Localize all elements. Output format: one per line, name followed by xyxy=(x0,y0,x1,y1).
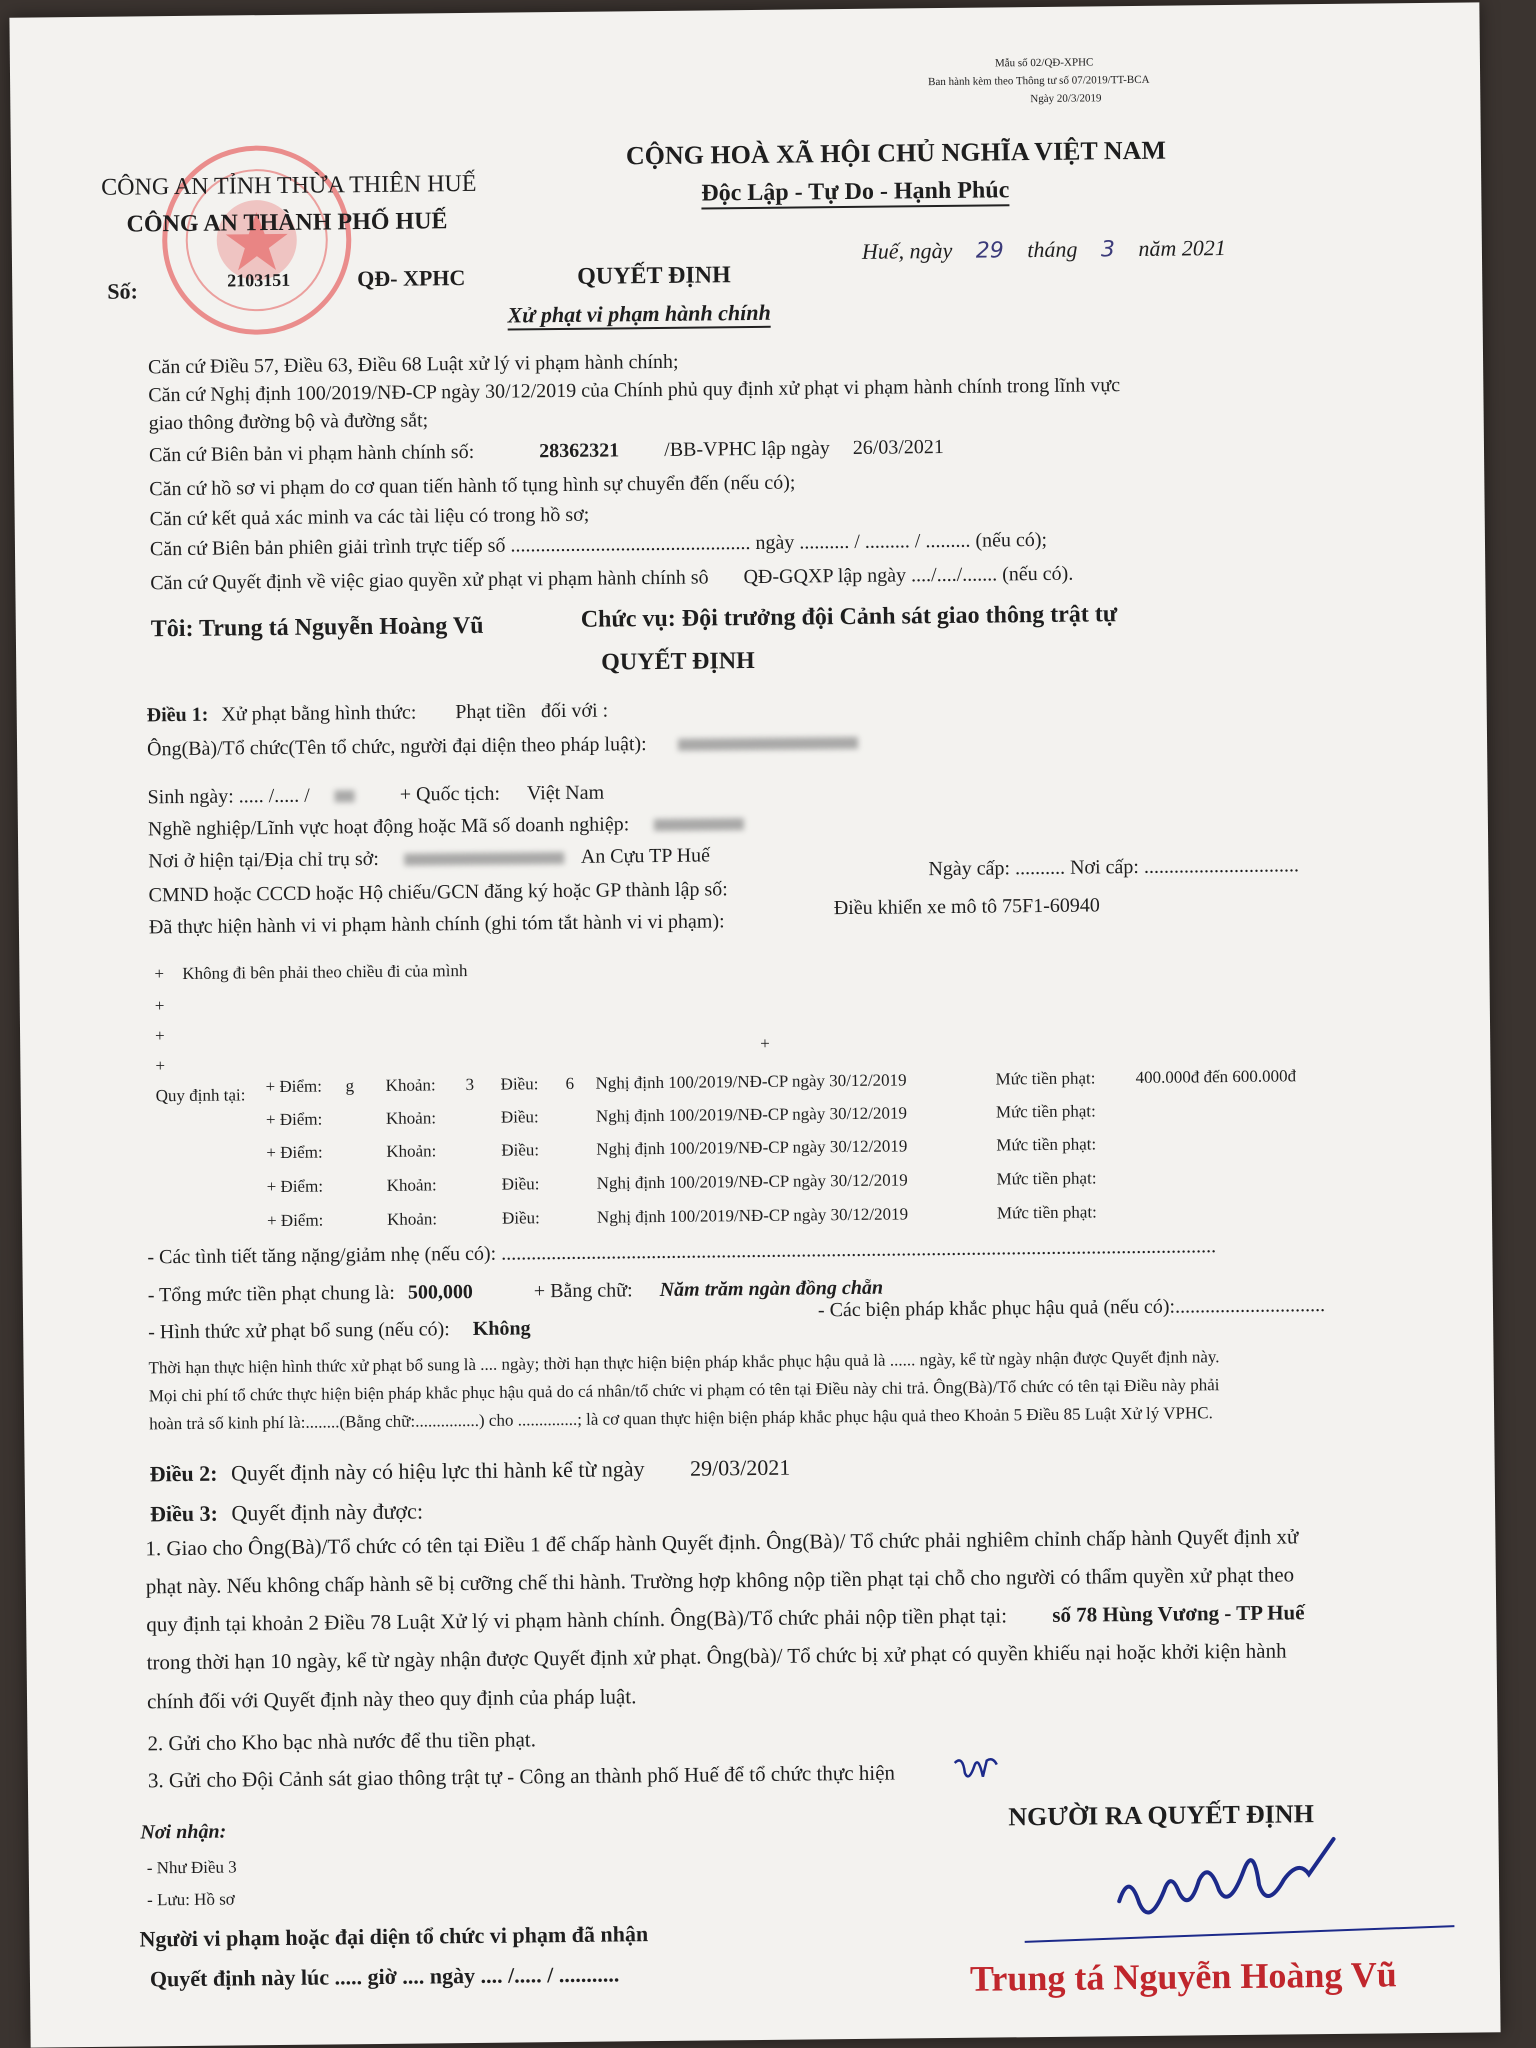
art1-total-label: - Tổng mức tiền phạt chung là: xyxy=(147,1281,395,1307)
act-item-4: + xyxy=(155,1056,166,1076)
basis-line-7: Căn cứ Biên bản phiên giải trình trực tiếp số ................................................ ngày .......... / ......... / ......... (nếu có); xyxy=(149,528,1048,561)
reg-row-1-fine-label: Mức tiền phạt: xyxy=(995,1068,1096,1089)
art1-extra-value: Không xyxy=(472,1317,531,1340)
reg-row-5-khoan-label: Khoản: xyxy=(386,1209,438,1229)
signer-signature xyxy=(1108,1829,1349,1932)
form-ref-line3: Ngày 20/3/2019 xyxy=(1030,92,1102,106)
reg-row-4-diem-label: + Điểm: xyxy=(266,1176,324,1197)
date-month-label: tháng xyxy=(1027,236,1078,263)
reg-row-4-dieu-label: Điều: xyxy=(501,1174,540,1194)
reg-row-1-fine: 400.000đ đến 600.000đ xyxy=(1135,1066,1297,1088)
recipient-2: - Lưu: Hồ sơ xyxy=(147,1889,235,1910)
art3-text: Quyết định này được: xyxy=(231,1498,424,1526)
art1-toward: đối với : xyxy=(540,699,609,723)
reg-row-4-khoan-label: Khoản: xyxy=(386,1175,437,1195)
art1-job-line xyxy=(148,812,745,841)
reg-row-4-decree: Nghị định 100/2019/NĐ-CP ngày 30/12/2019 xyxy=(596,1170,908,1193)
basis-line-1: Căn cứ Điều 57, Điều 63, Điều 68 Luật xử lý vi phạm hành chính; xyxy=(147,350,679,379)
agency-line2: CÔNG AN THÀNH PHỐ HUẾ xyxy=(126,208,448,238)
signer-name: Trung tá Nguyễn Hoàng Vũ xyxy=(969,1954,1397,1999)
art3-line-5: chính đối với Quyết định này theo quy định của pháp luật. xyxy=(146,1684,637,1714)
art1-head: Điều 1: xyxy=(146,703,209,727)
reg-row-1-dieu: 6 xyxy=(565,1073,575,1093)
nation-line1: CỘNG HOÀ XÃ HỘI CHỦ NGHĨA VIỆT NAM xyxy=(625,135,1167,171)
art1-address-label: Nơi ở hiện tại/Địa chỉ trụ sở: xyxy=(148,847,379,873)
decide-heading: QUYẾT ĐỊNH xyxy=(601,647,755,676)
reg-row-2-diem-label: + Điểm: xyxy=(265,1109,323,1130)
title-subject: Xử phạt vi phạm hành chính xyxy=(507,300,770,331)
art1-person-label: Ông(Bà)/Tổ chức(Tên tổ chức, người đại diện theo pháp luật): xyxy=(146,733,647,761)
basis-line-8 xyxy=(150,563,1073,596)
art1-para-3: hoàn trả số kinh phí là:........(Bằng chữ:...............) cho ..............; là cơ quan thực hiện biện pháp khắc phục hậu quả theo Khoản 5 Điều 85 Luật Xử lý VPHC. xyxy=(149,1403,1213,1434)
doc-no-number: 2103151 xyxy=(227,269,291,291)
date-prefix: Huế, ngày xyxy=(861,237,953,264)
doc-no-suffix: QĐ- XPHC xyxy=(357,264,466,292)
basis-delegation-label: Căn cứ Quyết định về việc giao quyền xử phạt vi phạm hành chính sô xyxy=(150,566,709,595)
art1-job-label: Nghề nghiệp/Lĩnh vực hoạt động hoặc Mã số doanh nghiệp: xyxy=(147,813,630,841)
form-ref-line1: Mẫu số 02/QĐ-XPHC xyxy=(994,56,1094,70)
art3-line-3-text: quy định tại khoản 2 Điều 78 Luật Xử lý vi phạm hành chính. Ông(Bà)/Tổ chức phải nộp tiền phạt tại: xyxy=(146,1603,1008,1637)
art1-act-label: Đã thực hiện hành vi vi phạm hành chính (ghi tóm tắt hành vi vi phạm): xyxy=(148,910,725,939)
reg-row-3-khoan-label: Khoản: xyxy=(386,1141,437,1161)
art1-nationality: Việt Nam xyxy=(526,781,605,805)
basis-line-6: Căn cứ kết quả xác minh va các tài liệu có trong hồ sơ; xyxy=(149,503,590,531)
title-decision: QUYẾT ĐỊNH xyxy=(577,262,731,290)
violator-line-1: Người vi phạm hoặc đại diện tổ chức vi phạm đã nhận xyxy=(139,1921,649,1952)
art1-address-line xyxy=(148,844,710,873)
art1-aggravating: - Các tình tiết tăng nặng/giảm nhẹ (nếu có): ............................................................................................................................................... xyxy=(147,1235,1217,1269)
agency-line1: CÔNG AN TỈNH THỪA THIÊN HUẾ xyxy=(101,170,477,201)
basis-minutes-number: 28362321 xyxy=(539,439,620,463)
act-item-2: + xyxy=(154,996,165,1016)
art2-head: Điều 2: xyxy=(149,1460,218,1487)
art1-id-label: CMND hoặc CCCD hoặc Hộ chiếu/GCN đăng ký hoặc GP thành lập số: xyxy=(148,878,728,907)
decision-document xyxy=(9,2,1500,2047)
act-item-1-text: Không đi bên phải theo chiều đi của mình xyxy=(182,961,468,983)
redacted-address xyxy=(404,852,564,866)
art1-extra-label: - Hình thức xử phạt bổ sung (nếu có): xyxy=(148,1318,450,1344)
reg-row-1-dieu-label: Điều: xyxy=(500,1074,539,1094)
date-month: 3 xyxy=(1100,237,1116,263)
art1-issue: Ngày cấp: .......... Nơi cấp: ............................... xyxy=(928,854,1300,881)
initials-signature xyxy=(953,1752,1001,1787)
basis-line-4 xyxy=(149,436,944,467)
art3-payment-place: số 78 Hùng Vương - TP Huế xyxy=(1052,1600,1305,1627)
reg-row-1-khoan: 3 xyxy=(465,1074,475,1095)
reg-row-5-dieu-label: Điều: xyxy=(501,1208,540,1228)
art1-para-2: Mọi chi phí tổ chức thực hiện biện pháp khắc phục hậu quả do cá nhân/tổ chức vi phạm có tên tại Điều này chi trả. Ông(Bà)/Tổ chức có tên tại Điều này phải xyxy=(148,1375,1220,1406)
reg-row-2-khoan-label: Khoản: xyxy=(385,1108,437,1128)
reg-row-1-khoan-label: Khoản: xyxy=(385,1075,436,1095)
reg-row-3-decree: Nghị định 100/2019/NĐ-CP ngày 30/12/2019 xyxy=(596,1136,908,1159)
doc-no-label: Số: xyxy=(107,278,138,304)
issue-date xyxy=(862,235,1226,265)
reg-row-1-decree: Nghị định 100/2019/NĐ-CP ngày 30/12/2019 xyxy=(595,1070,907,1093)
reg-row-2-fine-label: Mức tiền phạt: xyxy=(995,1101,1096,1122)
date-day: 29 xyxy=(975,238,1004,264)
art3-line-6: 2. Gửi cho Kho bạc nhà nước để thu tiền phạt. xyxy=(147,1727,537,1756)
art2-date: 29/03/2021 xyxy=(689,1454,791,1481)
reg-row-1-diem-label: + Điểm: xyxy=(265,1076,323,1097)
art3-line-4: trong thời hạn 10 ngày, kể từ ngày nhận được Quyết định xử phạt. Ông(bà)/ Tổ chức bị xử phạt có quyền khiếu nại hoặc khởi kiện hành xyxy=(146,1638,1287,1675)
art1-address-value: An Cựu TP Huế xyxy=(580,844,711,868)
reg-row-3-diem-label: + Điểm: xyxy=(266,1142,323,1163)
reg-row-2-dieu-label: Điều: xyxy=(500,1107,539,1127)
basis-minutes-label: Căn cứ Biên bản vi phạm hành chính số: xyxy=(148,440,475,467)
art1-form-label: Xử phạt bằng hình thức: xyxy=(221,701,417,726)
reg-row-5-decree: Nghị định 100/2019/NĐ-CP ngày 30/12/2019 xyxy=(596,1204,909,1227)
act-extra-plus: + xyxy=(760,1033,770,1053)
art3-line xyxy=(150,1499,423,1528)
art2-text: Quyết định này có hiệu lực thi hành kể từ ngày xyxy=(230,1456,645,1486)
nation-line2: Độc Lập - Tự Do - Hạnh Phúc xyxy=(701,177,1009,209)
art1-extra-line xyxy=(148,1317,531,1344)
basis-line-2: Căn cứ Nghị định 100/2019/NĐ-CP ngày 30/12/2019 của Chính phủ quy định xử phạt vi phạm hành chính trong lĩnh vực xyxy=(148,374,1121,407)
form-ref-line2: Ban hành kèm theo Thông tư số 07/2019/TT-BCA xyxy=(928,73,1150,89)
art3-line-7: 3. Gửi cho Đội Cảnh sát giao thông trật tự - Công an thành phố Huế để tổ chức thực hiện xyxy=(147,1760,896,1793)
basis-line-3: giao thông đường bộ và đường sắt; xyxy=(148,409,429,435)
redacted-dob xyxy=(335,791,355,803)
date-year: năm 2021 xyxy=(1138,235,1226,261)
art1-total: 500,000 xyxy=(407,1280,473,1304)
art1-dob-line xyxy=(147,782,604,810)
act-item-1 xyxy=(154,961,467,984)
art2-line xyxy=(150,1455,791,1488)
art1-form-value: Phạt tiền xyxy=(455,700,527,724)
reg-row-4-fine-label: Mức tiền phạt: xyxy=(996,1168,1097,1189)
basis-minutes-date: 26/03/2021 xyxy=(852,435,944,459)
recipients-head: Nơi nhận: xyxy=(140,1820,227,1844)
reg-row-2-decree: Nghị định 100/2019/NĐ-CP ngày 30/12/2019 xyxy=(595,1103,908,1126)
basis-delegation-suffix: QĐ-GQXP lập ngày ..../..../....... (nếu có). xyxy=(743,562,1074,589)
reg-row-5-fine-label: Mức tiền phạt: xyxy=(996,1202,1097,1223)
art1-nationality-label: + Quốc tịch: xyxy=(399,782,501,806)
art1-person-line xyxy=(147,731,858,761)
art1-line-form xyxy=(147,700,609,728)
art1-para-1: Thời hạn thực hiện hình thức xử phạt bổ sung là .... ngày; thời hạn thực hiện biện pháp khắc phục hậu quả là ...... ngày, kể từ ngày nhận được Quyết định này. xyxy=(148,1347,1220,1378)
recipient-1: - Như Điều 3 xyxy=(146,1857,237,1878)
signer-title: NGƯỜI RA QUYẾT ĐỊNH xyxy=(1008,1799,1314,1832)
basis-line-5: Căn cứ hồ sơ vi phạm do cơ quan tiến hành tố tụng hình sự chuyển đến (nếu có); xyxy=(149,471,796,501)
art3-line-2: phạt này. Nếu không chấp hành sẽ bị cưỡng chế thi hành. Trường hợp không nộp tiền phạt tại chỗ cho người có thẩm quyền xử phạt theo xyxy=(145,1562,1295,1599)
violator-line-2: Quyết định này lúc ..... giờ .... ngày .... /..... / ........... xyxy=(149,1961,620,1992)
art1-words: Năm trăm ngàn đồng chẵn xyxy=(659,1276,884,1302)
art3-line-3 xyxy=(146,1600,1304,1637)
art3-line-1: 1. Giao cho Ông(Bà)/Tổ chức có tên tại Điều 1 để chấp hành Quyết định. Ông(Bà)/ Tổ chức phải nghiêm chỉnh chấp hành Quyết định xử xyxy=(145,1524,1299,1561)
art1-dob-label: Sinh ngày: ..... /..... / xyxy=(147,784,310,809)
art1-words-label: + Bằng chữ: xyxy=(533,1279,633,1303)
officer-position: Chức vụ: Đội trưởng đội Cảnh sát giao thông trật tự xyxy=(580,601,1118,633)
act-plus: + xyxy=(154,964,165,984)
basis-minutes-suffix: /BB-VPHC lập ngày xyxy=(664,437,830,461)
redacted-name xyxy=(678,737,858,751)
redacted-job xyxy=(654,819,744,832)
reg-label: Quy định tại: xyxy=(155,1085,246,1106)
reg-row-3-fine-label: Mức tiền phạt: xyxy=(996,1134,1097,1155)
reg-row-3-dieu-label: Điều: xyxy=(501,1140,540,1160)
officer-name: Tôi: Trung tá Nguyễn Hoàng Vũ xyxy=(150,612,484,643)
art1-act-value: Điều khiển xe mô tô 75F1-60940 xyxy=(833,894,1100,920)
reg-row-1-diem: g xyxy=(345,1076,355,1096)
act-item-3: + xyxy=(154,1026,165,1046)
art1-remedy: - Các biện pháp khắc phục hậu quả (nếu có):.............................. xyxy=(817,1294,1326,1322)
art1-total-line xyxy=(148,1277,883,1308)
reg-row-5-diem-label: + Điểm: xyxy=(266,1210,324,1231)
art3-head: Điều 3: xyxy=(149,1500,219,1527)
official-stamp-seal xyxy=(156,139,358,341)
